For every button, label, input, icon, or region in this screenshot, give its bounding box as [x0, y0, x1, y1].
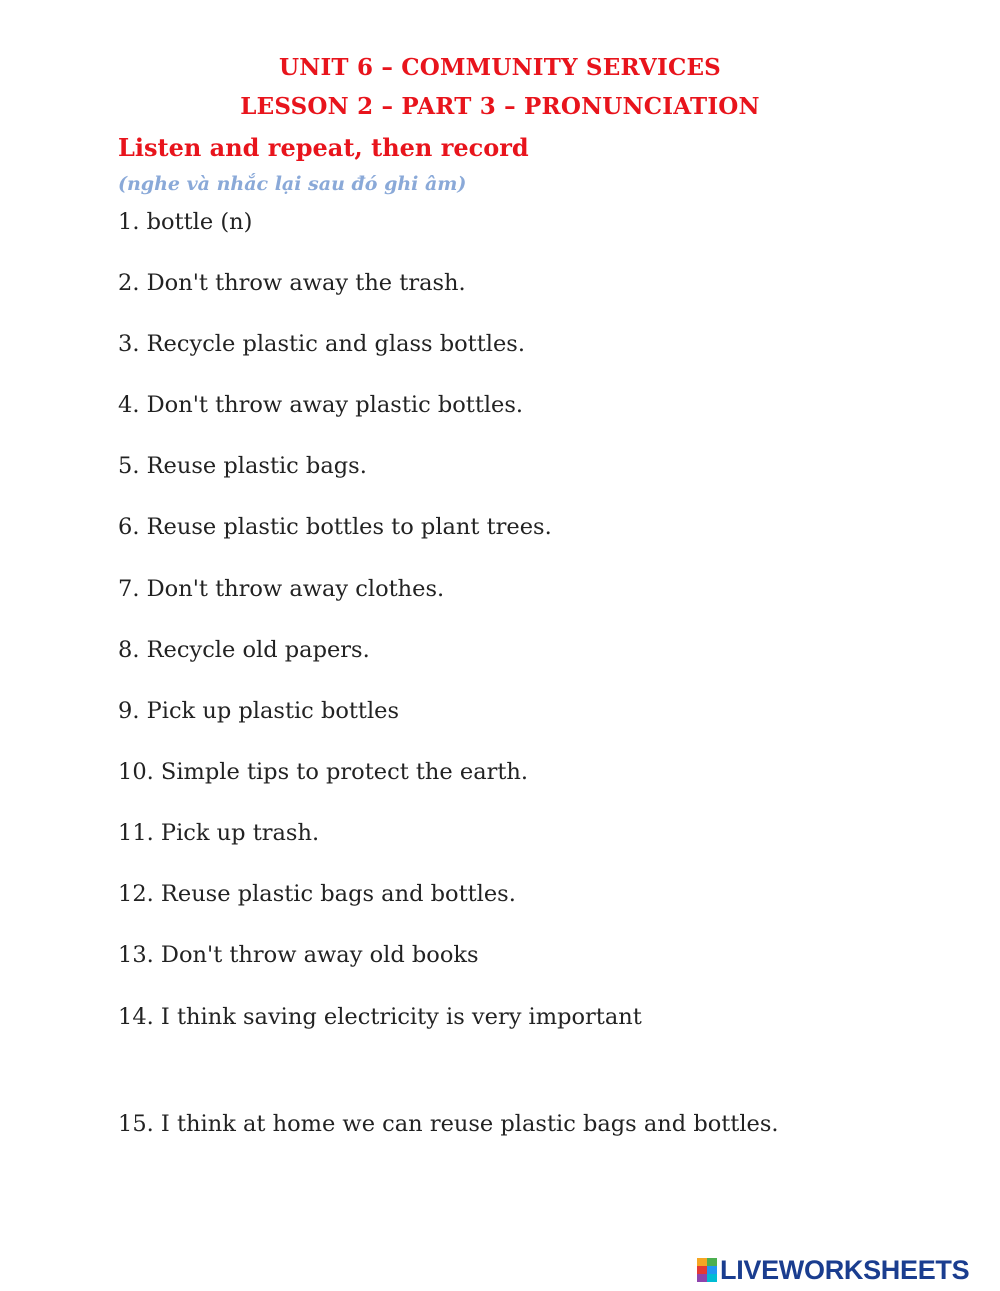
logo-block — [697, 1258, 707, 1266]
logo-block — [707, 1258, 717, 1266]
list-item-15: 15. I think at home we can reuse plastic bags and bottles. — [118, 1111, 779, 1137]
list-item-1: 1. bottle (n) — [118, 209, 253, 235]
logo-block — [707, 1266, 717, 1274]
list-item-9: 9. Pick up plastic bottles — [118, 698, 400, 724]
list-item-7: 7. Don't throw away clothes. — [118, 576, 445, 602]
list-item-4: 4. Don't throw away plastic bottles. — [118, 392, 524, 418]
instruction-vietnamese: (nghe và nhắc lại sau đó ghi âm) — [118, 173, 467, 195]
list-item-3: 3. Recycle plastic and glass bottles. — [118, 331, 525, 357]
list-item-12: 12. Reuse plastic bags and bottles. — [118, 881, 516, 907]
list-item-6: 6. Reuse plastic bottles to plant trees. — [118, 514, 552, 540]
logo-blocks-icon — [697, 1258, 717, 1282]
list-item-5: 5. Reuse plastic bags. — [118, 453, 367, 479]
unit-title: UNIT 6 – COMMUNITY SERVICES — [278, 54, 721, 81]
instruction-english: Listen and repeat, then record — [118, 133, 529, 162]
list-item-13: 13. Don't throw away old books — [118, 942, 479, 968]
logo-block — [707, 1274, 717, 1282]
list-item-2: 2. Don't throw away the trash. — [118, 270, 466, 296]
logo-text: LIVEWORKSHEETS — [720, 1254, 970, 1285]
lesson-title: LESSON 2 – PART 3 – PRONUNCIATION — [240, 93, 760, 120]
logo-block — [697, 1266, 707, 1274]
logo-block — [697, 1274, 707, 1282]
list-item-10: 10. Simple tips to protect the earth. — [118, 759, 529, 785]
list-item-14: 14. I think saving electricity is very important — [118, 1004, 642, 1030]
liveworksheets-logo[interactable] — [697, 1256, 969, 1284]
list-item-11: 11. Pick up trash. — [118, 820, 320, 846]
list-item-8: 8. Recycle old papers. — [118, 637, 370, 663]
